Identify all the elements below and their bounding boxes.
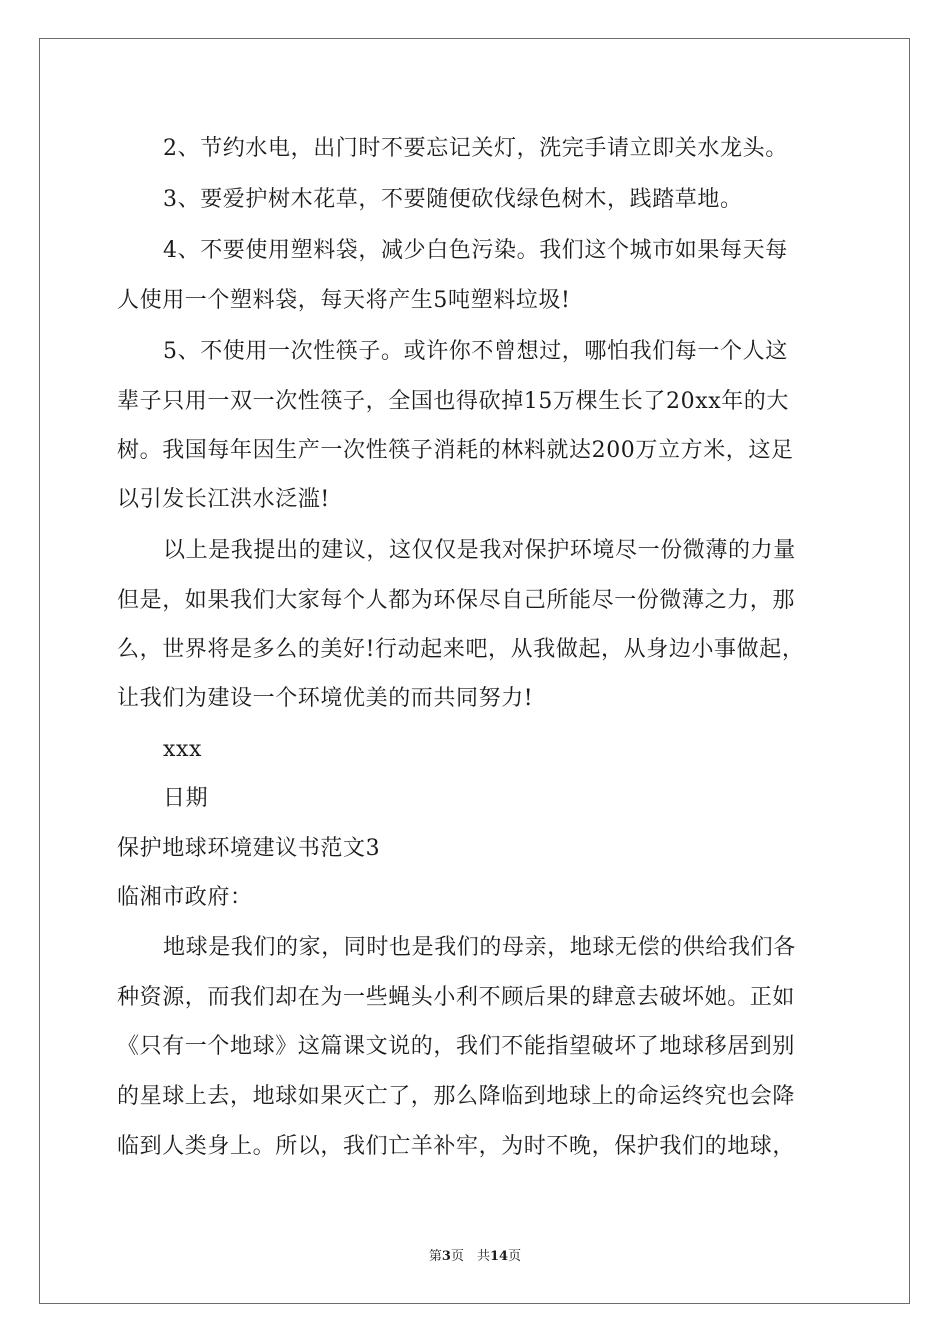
- paragraph-line: 临到人类身上。所以，我们亡羊补牢，为时不晚，保护我们的地球，: [117, 1134, 796, 1159]
- paragraph-line: 让我们为建设一个环境优美的而共同努力!: [117, 686, 534, 711]
- salutation: 临湘市政府：: [117, 885, 253, 910]
- paragraph-line: 辈子只用一双一次性筷子，全国也得砍掉15万棵生长了20xx年的大: [117, 389, 790, 414]
- section-title: 保护地球环境建议书范文3: [117, 836, 381, 861]
- paragraph-line: 人使用一个塑料袋，每天将产生5吨塑料垃圾!: [117, 288, 571, 313]
- paragraph-line: 但是，如果我们大家每个人都为环保尽自己所能尽一份微薄之力，那: [117, 588, 796, 613]
- paragraph-line: 种资源，而我们却在为一些蝇头小利不顾后果的肆意去破坏她。正如: [117, 985, 796, 1010]
- paragraph-line: 《只有一个地球》这篇课文说的，我们不能指望破坏了地球移居到别: [117, 1034, 796, 1059]
- total-pages-number: 14: [489, 1249, 509, 1264]
- current-page-number: 3: [441, 1249, 451, 1264]
- page-footer: [0, 1248, 950, 1266]
- page-mid: 页 共: [450, 1249, 490, 1264]
- paragraph-line: 的星球上去，地球如果灭亡了，那么降临到地球上的命运终究也会降: [117, 1084, 796, 1109]
- paragraph-line: 5、不使用一次性筷子。或许你不曾想过，哪怕我们每一个人这: [163, 339, 788, 364]
- signature-placeholder: xxx: [163, 737, 203, 762]
- paragraph-line: 树。我国每年因生产一次性筷子消耗的林料就达200万立方米，这足: [117, 438, 794, 463]
- paragraph-line: 以上是我提出的建议，这仅仅是我对保护环境尽一份微薄的力量: [163, 538, 796, 563]
- page-prefix: 第: [428, 1249, 442, 1264]
- paragraph-line: 地球是我们的家，同时也是我们的母亲，地球无偿的供给我们各: [163, 935, 796, 960]
- paragraph-line: 2、节约水电，出门时不要忘记关灯，洗完手请立即关水龙头。: [163, 136, 788, 161]
- paragraph-line: 3、要爱护树木花草，不要随便砍伐绿色树木，践踏草地。: [163, 187, 743, 212]
- page-border: [39, 38, 910, 1304]
- paragraph-line: 4、不要使用塑料袋，减少白色污染。我们这个城市如果每天每: [163, 238, 788, 263]
- paragraph-line: 以引发长江洪水泛滥!: [117, 487, 330, 512]
- page-suffix: 页: [508, 1249, 522, 1264]
- paragraph-line: 么，世界将是多么的美好!行动起来吧，从我做起，从身边小事做起，: [117, 637, 805, 662]
- date-label: 日期: [163, 786, 209, 811]
